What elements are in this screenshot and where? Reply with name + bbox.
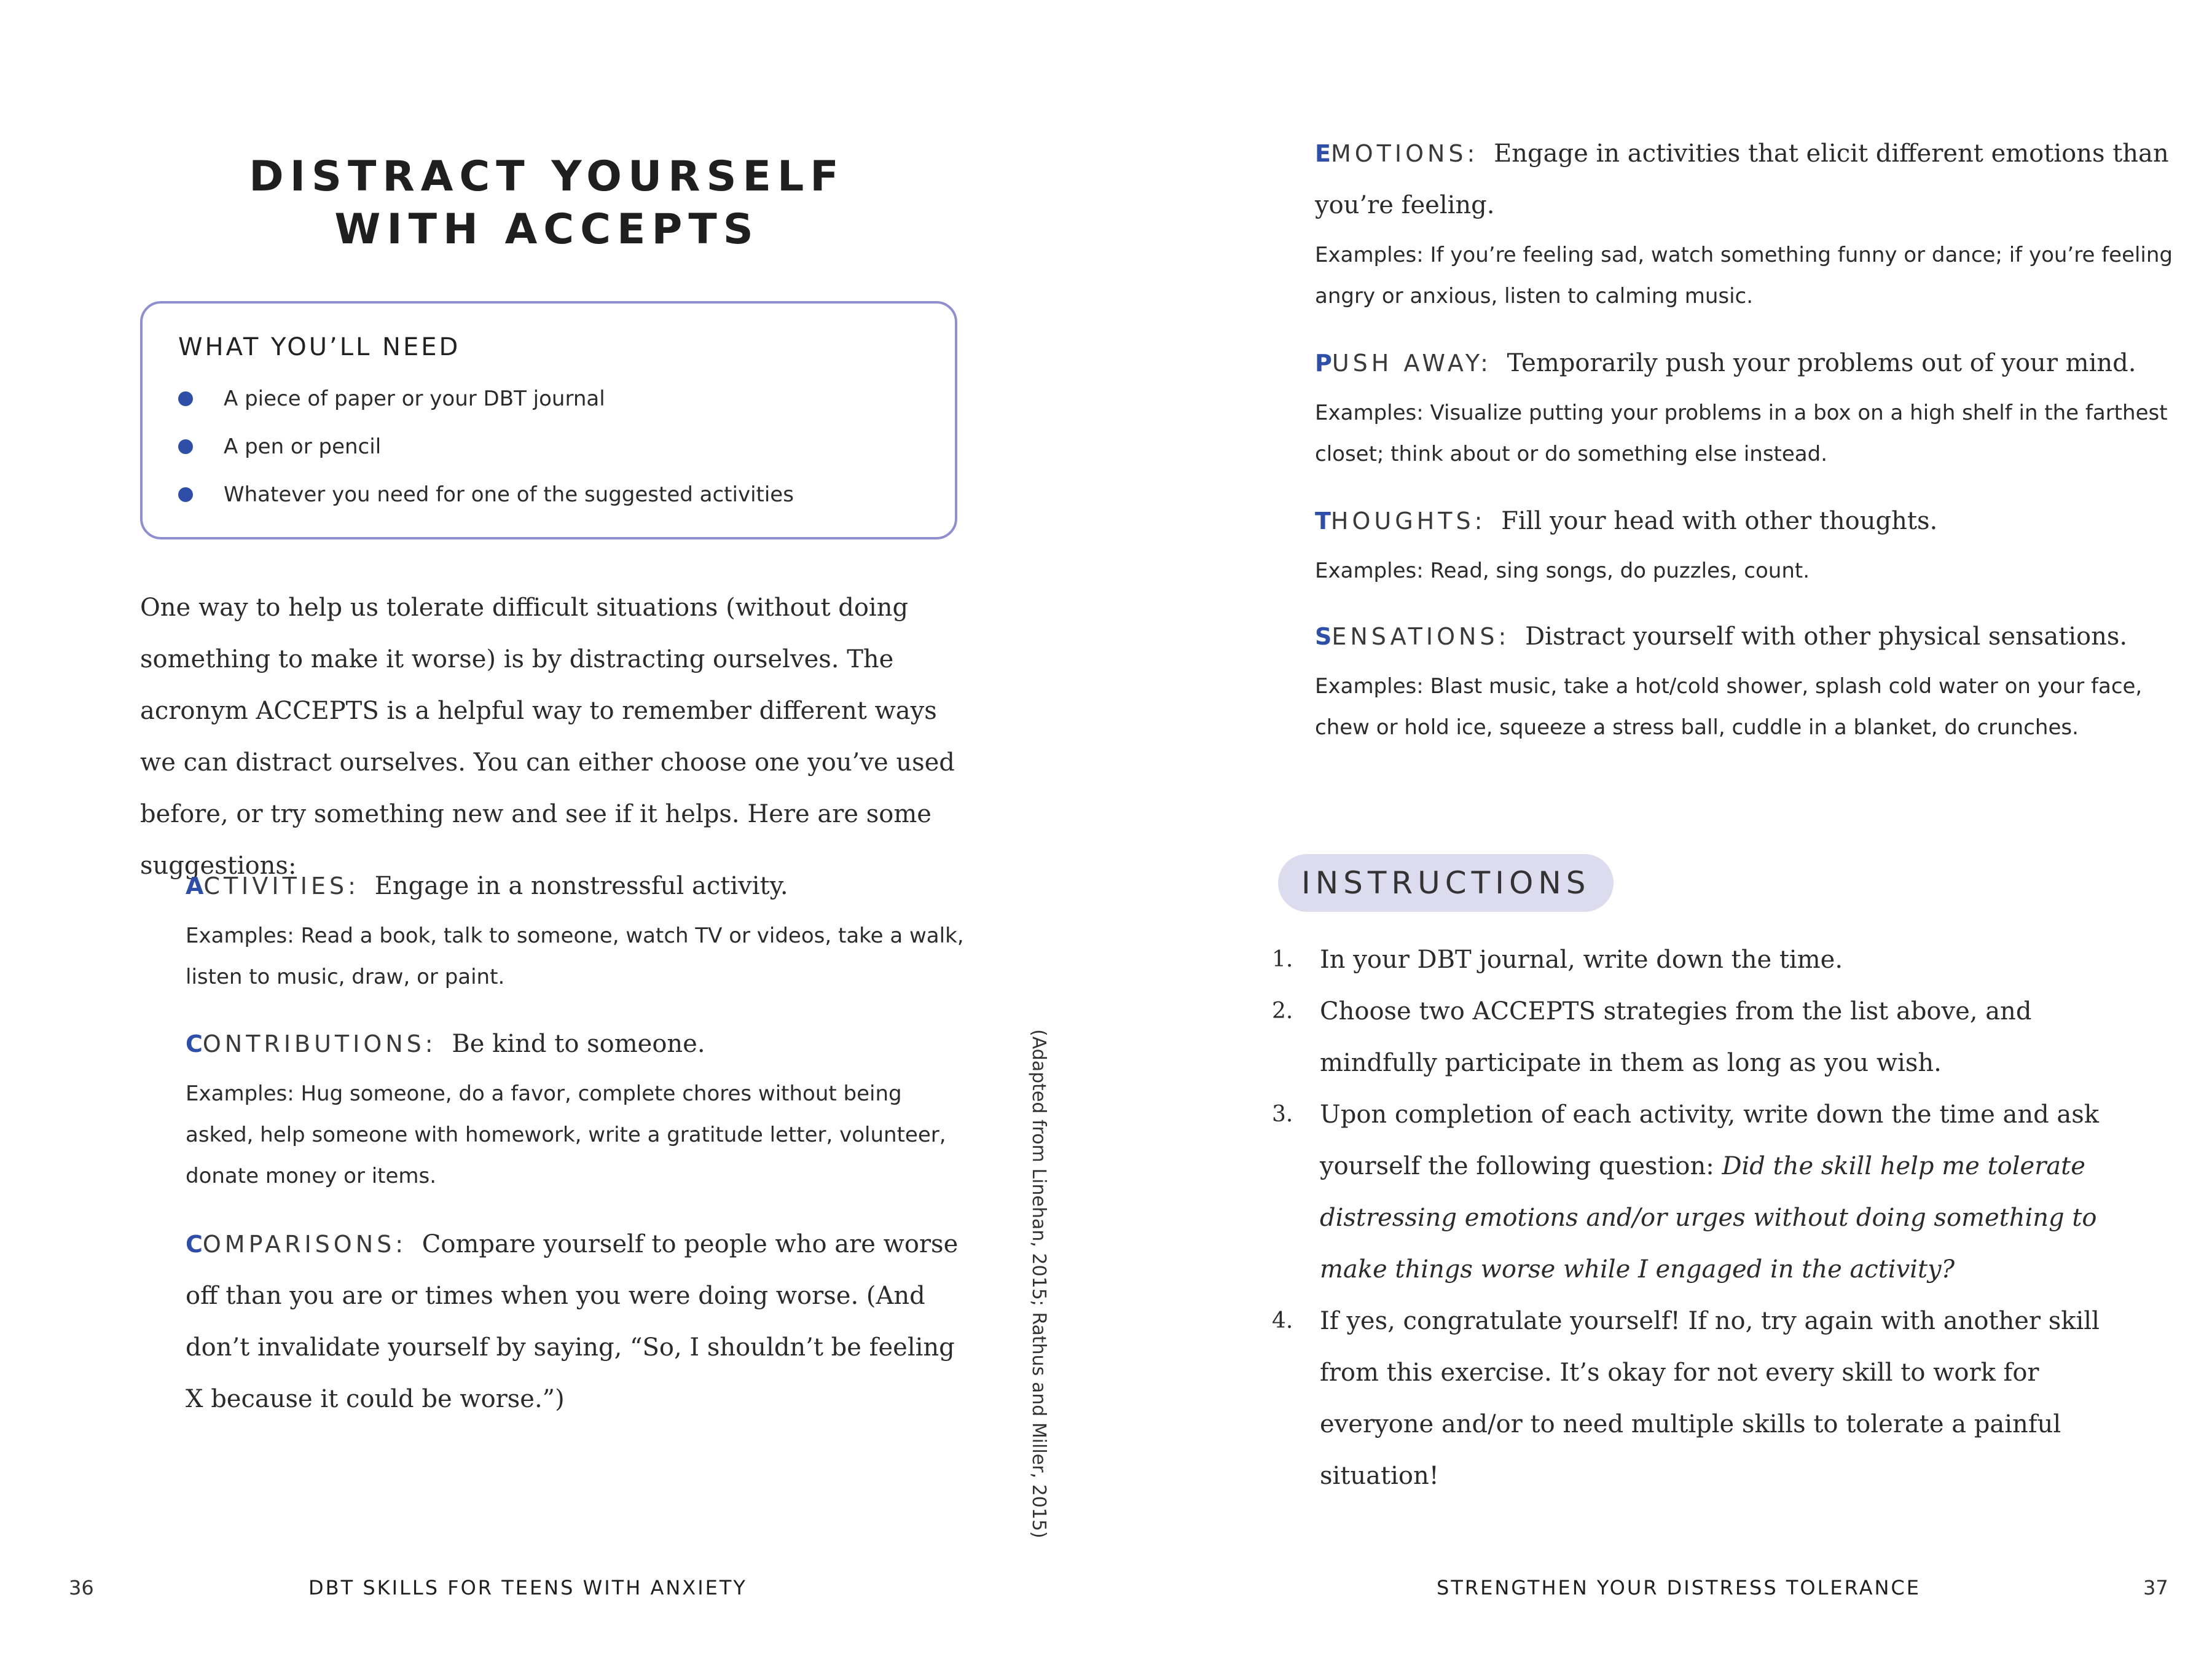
running-footer: DBT SKILLS FOR TEENS WITH ANXIETY xyxy=(308,1576,747,1599)
accepts-description: Distract yourself with other physical sensations. xyxy=(1525,622,2128,651)
accepts-description: Engage in a nonstressful activity. xyxy=(374,872,788,900)
instruction-number: 1. xyxy=(1272,947,1293,972)
accepts-thoughts xyxy=(1315,495,2194,592)
bullet-icon xyxy=(178,391,193,406)
accepts-contributions xyxy=(186,1018,966,1197)
instruction-number: 3. xyxy=(1272,1102,1293,1127)
acronym-letter: A xyxy=(186,873,204,900)
instruction-text: Choose two ACCEPTS strategies from the list above, and mindfully participate in them as long as you wish. xyxy=(1320,997,2032,1077)
intro-text: One way to help us tolerate difficult situations (without doing something to make it worse) is by distracting ourselves. The acronym ACCEPTS is a helpful way to remember different ways we can distract ourselves. You can either choose one you’ve used before, or try something new and see if it helps. Here are some suggestions: xyxy=(140,594,955,880)
instruction-item xyxy=(1272,1295,2114,1502)
instructions-list xyxy=(1272,934,2114,1502)
instruction-number: 2. xyxy=(1272,998,1293,1024)
accepts-examples: Examples: Read a book, talk to someone, watch TV or videos, take a walk, listen to music, draw, or paint. xyxy=(186,924,964,989)
acronym-word: ONTRIBUTIONS: xyxy=(202,1030,437,1057)
acronym-letter: E xyxy=(1315,140,1331,167)
acronym-word: MOTIONS: xyxy=(1330,140,1479,167)
accepts-description: Be kind to someone. xyxy=(452,1030,705,1058)
need-item xyxy=(178,423,919,471)
bullet-icon xyxy=(178,487,193,502)
page-number: 37 xyxy=(2143,1576,2168,1599)
accepts-comparisons xyxy=(186,1218,966,1425)
acronym-letter: C xyxy=(186,1030,203,1057)
instructions-label: INSTRUCTIONS xyxy=(1278,854,1614,912)
instruction-number: 4. xyxy=(1272,1308,1293,1333)
acronym-word: CTIVITIES: xyxy=(203,873,359,900)
need-item-text: A piece of paper or your DBT journal xyxy=(224,386,605,411)
instruction-item xyxy=(1272,934,2114,986)
page-number: 36 xyxy=(69,1576,94,1599)
accepts-examples: Examples: Visualize putting your problems in a box on a high shelf in the farthest closet; think about or do something else instead. xyxy=(1315,401,2168,466)
accepts-description: Engage in activities that elicit different emotions than you’re feeling. xyxy=(1315,139,2169,219)
accepts-description: Fill your head with other thoughts. xyxy=(1501,507,1938,535)
accepts-examples: Examples: Read, sing songs, do puzzles, count. xyxy=(1315,559,1810,583)
accepts-description: Temporarily push your problems out of your mind. xyxy=(1507,349,2136,377)
instruction-text: Upon completion of each activity, write down the time and ask yourself the following question: xyxy=(1320,1100,2100,1180)
bullet-icon xyxy=(178,439,193,454)
instruction-question: Did the skill help me tolerate distressing emotions and/or urges without doing something to make things worse while I engaged in the activity? xyxy=(1320,1152,2097,1284)
page-title xyxy=(141,151,952,256)
accepts-emotions xyxy=(1315,128,2194,317)
acronym-word: USH AWAY: xyxy=(1332,350,1492,377)
instruction-item xyxy=(1272,1089,2114,1295)
acronym-word: HOUGHTS: xyxy=(1330,508,1486,535)
need-item-text: A pen or pencil xyxy=(224,434,382,459)
acronym-letter: T xyxy=(1315,508,1331,535)
accepts-examples: Examples: Hug someone, do a favor, complete chores without being asked, help someone with homework, write a gratitude letter, volunteer, donate money or items. xyxy=(186,1081,946,1188)
title-line-1: DISTRACT YOURSELF xyxy=(249,152,845,201)
instruction-item xyxy=(1272,986,2114,1089)
need-item-text: Whatever you need for one of the suggested activities xyxy=(224,482,794,507)
acronym-letter: S xyxy=(1315,623,1332,650)
accepts-push-away xyxy=(1315,337,2194,475)
acronym-word: OMPARISONS: xyxy=(202,1231,407,1258)
instruction-text: In your DBT journal, write down the time. xyxy=(1320,946,1843,974)
right-page xyxy=(1106,0,2212,1659)
accepts-sensations xyxy=(1315,611,2194,748)
need-item xyxy=(178,375,919,423)
running-footer: STRENGTHEN YOUR DISTRESS TOLERANCE xyxy=(1437,1576,1921,1599)
what-you-need-heading: WHAT YOU’LL NEED xyxy=(178,333,461,361)
title-line-2: WITH ACCEPTS xyxy=(334,205,759,254)
intro-paragraph xyxy=(140,582,971,892)
instruction-text: If yes, congratulate yourself! If no, try again with another skill from this exercise. It’s okay for not every skill to work for everyone and/or to need multiple skills to tolerate a painful situation! xyxy=(1320,1307,2100,1490)
accepts-activities xyxy=(186,860,966,998)
acronym-word: ENSATIONS: xyxy=(1332,623,1510,650)
acronym-letter: C xyxy=(186,1231,203,1258)
need-item xyxy=(178,471,919,519)
accepts-examples: Examples: Blast music, take a hot/cold shower, splash cold water on your face, chew or hold ice, squeeze a stress ball, cuddle in a blanket, do crunches. xyxy=(1315,674,2143,740)
citation-note: (Adapted from Linehan, 2015; Rathus and Miller, 2015) xyxy=(1028,1029,1049,1539)
acronym-letter: P xyxy=(1315,350,1332,377)
accepts-description: Compare yourself to people who are worse off than you are or times when you were doing worse. (And don’t invalidate yourself by saying, “So, I shouldn’t be feeling X because it could be worse.”) xyxy=(186,1230,959,1413)
accepts-examples: Examples: If you’re feeling sad, watch something funny or dance; if you’re feeling angry or anxious, listen to calming music. xyxy=(1315,243,2173,308)
what-you-need-box xyxy=(140,301,957,539)
